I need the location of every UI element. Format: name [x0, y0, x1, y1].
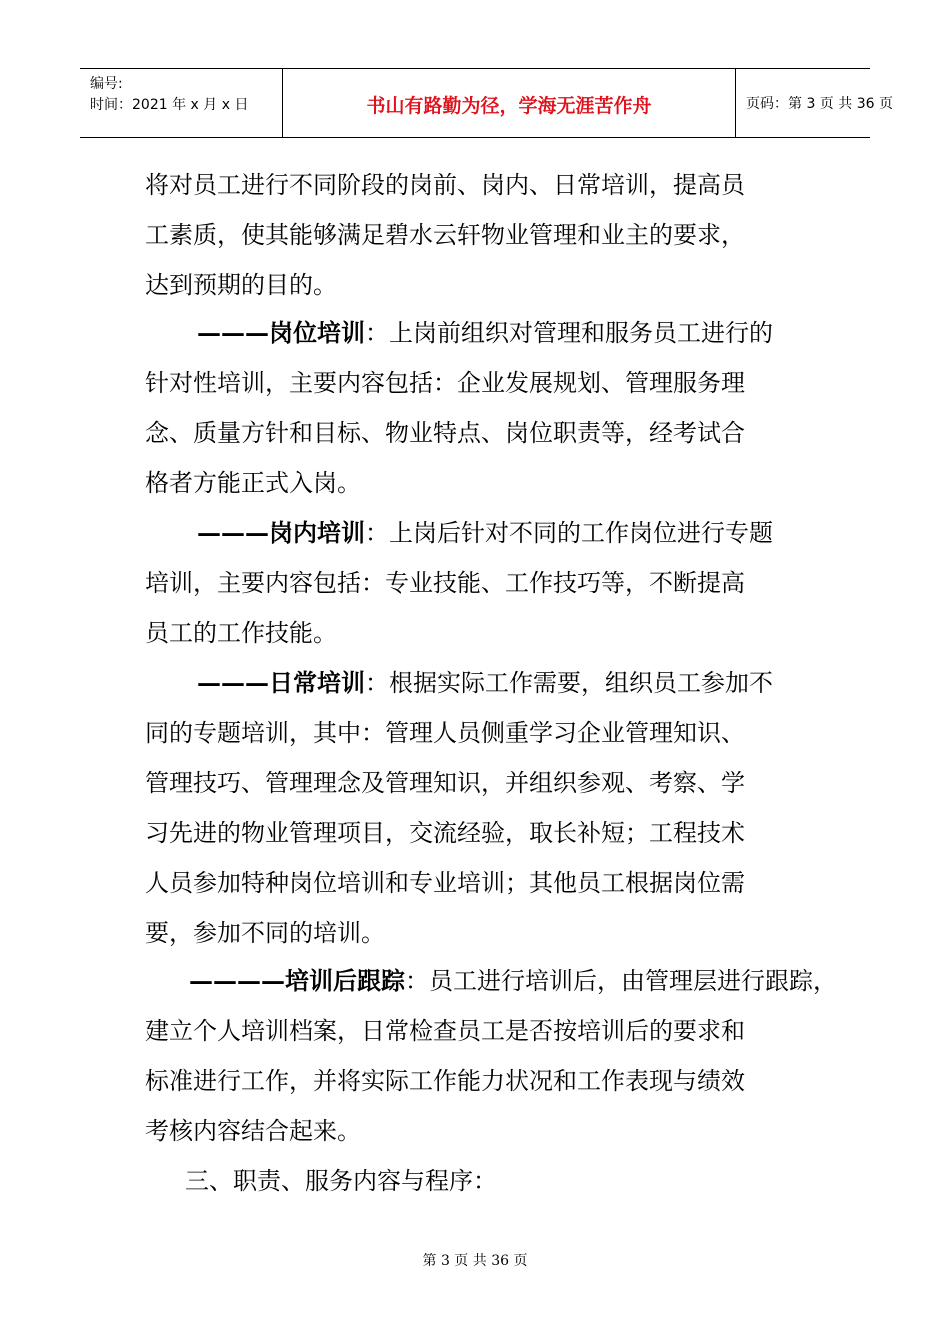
section-text: ：上岗后针对不同的工作岗位进行专题 [365, 519, 773, 547]
section-heading: ———岗位培训 [197, 318, 365, 347]
header-center-cell [283, 69, 736, 137]
header-motto: 书山有路勤为径，学海无涯苦作舟 [366, 95, 652, 117]
section-post-training-followup [145, 956, 837, 1156]
section-job-training [145, 308, 810, 508]
section-heading: ———日常培训 [197, 668, 365, 697]
header-left-cell [80, 69, 283, 137]
text-line: 同的专题培训，其中：管理人员侧重学习企业管理知识、 [145, 719, 745, 747]
text-line: 念、质量方针和目标、物业特点、岗位职责等，经考试合 [145, 419, 745, 447]
text-line: 工素质，使其能够满足碧水云轩物业管理和业主的要求， [145, 221, 745, 249]
text-line: 人员参加特种岗位培训和专业培训；其他员工根据岗位需 [145, 869, 745, 897]
page-header [80, 68, 893, 138]
section-first-line [145, 956, 837, 1006]
text-line: 标准进行工作，并将实际工作能力状况和工作表现与绩效 [145, 1067, 745, 1095]
section-heading: ————培训后跟踪 [189, 966, 405, 995]
text-line: 将对员工进行不同阶段的岗前、岗内、日常培训，提高员 [145, 171, 745, 199]
text-line: 格者方能正式入岗。 [145, 469, 361, 497]
section-first-line [145, 508, 810, 558]
section-daily-training [145, 658, 810, 958]
text-line: 培训，主要内容包括：专业技能、工作技巧等，不断提高 [145, 569, 745, 597]
page-footer: 第 3 页 共 36 页 [422, 1253, 528, 1269]
intro-paragraph [145, 160, 810, 310]
text-line: 习先进的物业管理项目，交流经验，取长补短；工程技术 [145, 819, 745, 847]
text-line: 达到预期的目的。 [145, 271, 337, 299]
text-line: 考核内容结合起来。 [145, 1117, 361, 1145]
text-line: 管理技巧、管理理念及管理知识，并组织参观、考察、学 [145, 769, 745, 797]
text-line: 要，参加不同的培训。 [145, 919, 385, 947]
section-text: ：上岗前组织对管理和服务员工进行的 [365, 319, 773, 347]
section-title: 三、职责、服务内容与程序： [185, 1167, 497, 1195]
section-first-line [145, 308, 810, 358]
document-number-label: 编号: [90, 76, 123, 92]
header-right-cell [736, 69, 893, 137]
section-heading: ———岗内培训 [197, 518, 365, 547]
section-first-line [145, 658, 810, 708]
page-code: 页码：第 3 页 共 36 页 [746, 96, 893, 112]
section-text: ：员工进行培训后，由管理层进行跟踪， [405, 967, 837, 995]
text-line: 建立个人培训档案，日常检查员工是否按培训后的要求和 [145, 1017, 745, 1045]
section-onjob-training [145, 508, 810, 658]
section-title-block [145, 1156, 810, 1206]
text-line: 针对性培训，主要内容包括：企业发展规划、管理服务理 [145, 369, 745, 397]
section-text: ：根据实际工作需要，组织员工参加不 [365, 669, 773, 697]
document-time-label: 时间：2021 年 x 月 x 日 [90, 97, 249, 113]
text-line: 员工的工作技能。 [145, 619, 337, 647]
